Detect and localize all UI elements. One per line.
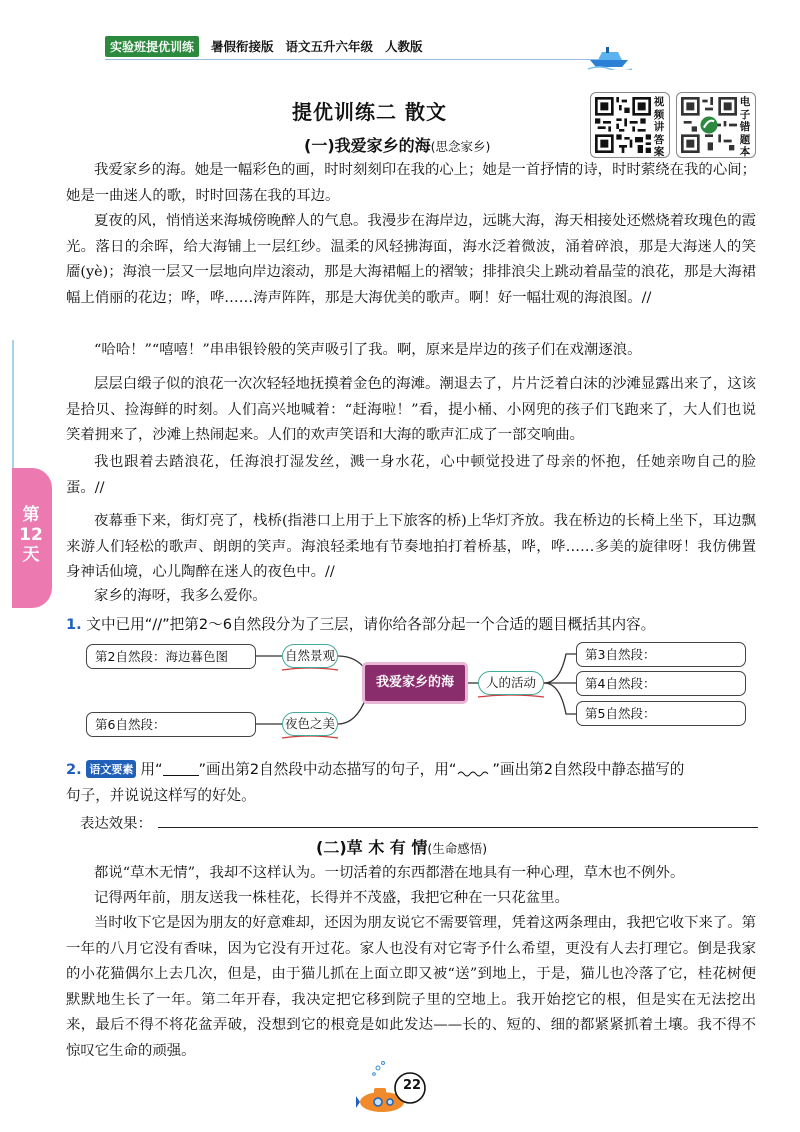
question-2-line-2: 句子，并说说这样写的好处。: [66, 787, 256, 804]
section2-title: [316, 835, 487, 858]
question-2-part-1: 用“: [140, 761, 163, 778]
mm-paragraph-4-box[interactable]: 第4自然段：: [576, 671, 746, 696]
qr-code-icon: [681, 97, 737, 153]
section2-paragraph-2: 记得两年前，朋友送我一株桂花，长得并不茂盛，我把它种在一只花盆里。: [94, 890, 569, 906]
question-2: [66, 758, 756, 779]
section2-title-text: (二)草 木 有 情: [316, 838, 428, 857]
side-divider: [12, 340, 14, 480]
qr-ebook-label: 电子错题本: [739, 96, 751, 158]
page-header: [105, 36, 423, 56]
yuwen-element-badge: 语文要素: [86, 760, 136, 778]
section1-paragraph-6: 夜幕垂下来，街灯亮了，栈桥(指港口上用于上下旅客的桥)上华灯齐放。我在桥边的长椅上坐下，耳边飘来游人们轻松的歌声、朗朗的笑声。海浪轻柔地有节奏地拍打着桥基，哗，哗……多美的旋律呀！我仿佛置身神话仙境，心儿陶醉在迷人的夜色中。//: [66, 513, 756, 581]
section1-paragraph-1: 我爱家乡的海。她是一幅彩色的画，时时刻刻印在我的心上；她是一首抒情的诗，时时萦绕在我的心间；她是一曲迷人的歌，时时回荡在我的耳边。: [66, 162, 756, 204]
page-title: 提优训练二 散文: [292, 100, 447, 124]
mm-paragraph-3-box[interactable]: 第3自然段：: [576, 642, 746, 667]
section2-paragraph-1: 都说“草木无情”，我却不这样认为。一切活着的东西都潜在地具有一种心理，草木也不例外。: [94, 865, 685, 881]
section1-paragraph-2: 夏夜的风，悄悄送来海城傍晚醉人的气息。我漫步在海岸边，远眺大海，海天相接处还燃烧着玫瑰色的霞光。落日的余晖，给大海铺上一层红纱。温柔的风轻拂海面，海水泛着微波，涌着碎浪，那是大海迷人的笑靥(yè)；海浪一层又一层地向岸边滚动，那是大海裙幅上的褶皱；排排浪尖上跳动着晶莹的浪花，那是大海裙幅上俏丽的花边；哗，哗……涛声阵阵，那是大海优美的歌声。啊！好一幅壮观的海浪图。//: [66, 213, 756, 306]
mind-map: [86, 640, 758, 748]
qr-code-icon: [595, 97, 651, 153]
section1-subtitle: (思念家乡): [430, 139, 491, 154]
question-2-part-2: ”画出第2自然段中动态描写的句子，用“: [198, 761, 457, 778]
boat-icon: [588, 44, 632, 70]
mm-night-beauty-tag: 夜色之美: [282, 712, 338, 736]
edition-label: 暑假衔接版: [211, 39, 274, 54]
mm-paragraph-5-box[interactable]: 第5自然段：: [576, 701, 746, 726]
section1-paragraph-7: 家乡的海呀，我多么爱你。: [94, 588, 267, 604]
answer-label: 表达效果：: [80, 816, 152, 832]
mm-human-activity-tag: 人的活动: [478, 671, 544, 695]
ebook-qr[interactable]: [676, 92, 756, 158]
wavy-underline-sample: [456, 764, 492, 778]
question-1-number: 1.: [66, 616, 82, 633]
mm-paragraph-2-box: 第2自然段：海边暮色图: [86, 644, 256, 669]
series-badge: 实验班提优训练: [105, 36, 199, 57]
section1-paragraph-3: “哈哈！”“嘻嘻！”串串银铃般的笑声吸引了我。啊，原来是岸边的孩子们在戏潮逐浪。: [94, 342, 642, 358]
question-1: [66, 613, 655, 634]
section1-paragraph-4: 层层白缎子似的浪花一次次轻轻地抚摸着金色的海滩。潮退去了，片片泛着白沫的沙滩显露出来了，这该是拾贝、捡海鲜的时刻。人们高兴地喊着：“赶海啦！”看，提小桶、小网兜的孩子们飞跑来了，大人们也说笑着拥来了，沙滩上热闹起来。人们的欢声笑语和大海的歌声汇成了一部交响曲。: [66, 376, 756, 444]
section1-title: [304, 133, 490, 156]
question-2-part-3: ”画出第2自然段中静态描写的: [492, 761, 685, 778]
section2-paragraph-3: 当时收下它是因为朋友的好意难却，还因为朋友说它不需要管理，凭着这两条理由，我把它收下来了。第一年的八月它没有香味，因为它没有开过花。家人也没有对它寄予什么希望，更没有人去打理它。倒是我家的小花猫偶尔上去几次，但是，由于猫儿抓在上面立即又被“送”到地上，于是，猫儿也冷落了它，桂花树便默默地生长了一年。第二年开春，我决定把它移到院子里的空地上。我开始挖它的根，但是实在无法挖出来，最后不得不将花盆弄破，没想到它的根竟是如此发达——长的、短的、细的都紧紧抓着土壤。我不得不惊叹它生命的顽强。: [66, 915, 756, 1059]
header-divider: [105, 59, 605, 60]
section2-subtitle: (生命感悟): [427, 841, 488, 856]
mm-natural-scenery-tag: 自然景观: [282, 644, 338, 668]
section1-title-text: (一)我爱家乡的海: [304, 136, 431, 155]
video-answer-qr[interactable]: [590, 92, 670, 158]
answer-line[interactable]: [158, 827, 758, 828]
mm-paragraph-6-box[interactable]: 第6自然段：: [86, 712, 256, 737]
day-tab-label: 第12天: [19, 505, 43, 565]
qr-video-label: 视频讲答案: [653, 96, 665, 158]
grade-label: 语文五升六年级: [285, 39, 374, 54]
section1-paragraph-5: 我也跟着去踏浪花，任海浪打湿发丝，溅一身水花，心中顿觉投进了母亲的怀抱，任她亲吻自己的脸蛋。//: [66, 454, 756, 496]
mm-center-topic: 我爱家乡的海: [362, 662, 468, 704]
page-number: 22: [402, 1078, 422, 1093]
question-2-number: 2.: [66, 761, 82, 778]
question-1-text: 文中已用“//”把第2～6自然段分为了三层，请你给各部分起一个合适的题目概括其内容。: [86, 616, 656, 633]
straight-underline-sample: [163, 762, 199, 776]
publisher-label: 人教版: [385, 39, 423, 54]
